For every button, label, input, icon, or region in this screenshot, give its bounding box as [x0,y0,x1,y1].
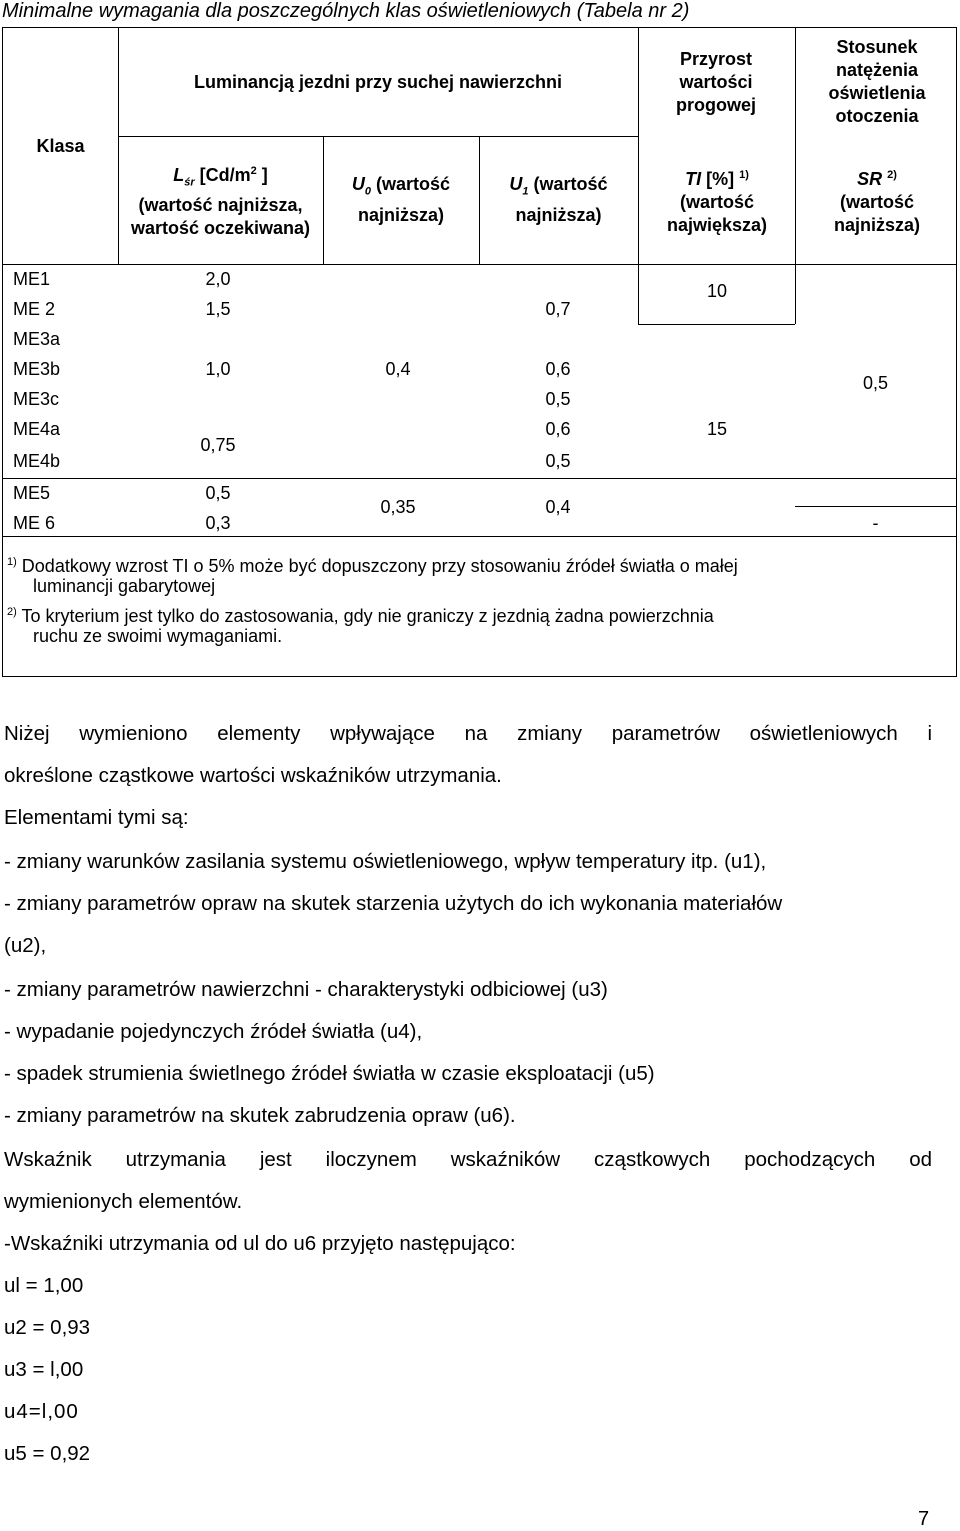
paragraph-intro-line2: określone cząstkowe wartości wskaźników utrzymania. [4,764,502,787]
u1-value: 0,5 [545,451,571,471]
footnote-1: $^{1)}$ Dodatkowy wzrost TI o 5% może być dopuszczony przy stosowaniu źródeł światła o małej [7,556,738,576]
header-sr: SR $^{2)}$ (wartość najniższa) [833,168,921,235]
lighting-requirements-table [2,27,957,677]
lsr-value: 0,5 [205,483,231,503]
paragraph-elements: Elementami tymi są: [4,806,189,829]
u1-value: 0,7 [545,299,571,319]
ti-value: 10 [706,281,728,301]
footnote-2-continuation: ruchu ze swoimi wymaganiami. [33,626,283,646]
list-item: - wypadanie pojedynczych źródeł światła (u4), [4,1020,423,1043]
factor-value: ul = 1,00 [4,1274,84,1297]
class-label: ME3c [13,389,60,409]
sr-value: 0,5 [862,373,889,393]
paragraph-intro: Niżej wymieniono elementy wpływające na zmiany parametrów oświetleniowych i [4,722,932,745]
header-ti: TI [%] $^{1)}$ (wartość największa) [666,168,768,235]
header-luminance-group: Luminancją jezdni przy suchej nawierzchni [193,71,563,92]
header-u0: $U_0$ (wartość najniższa) [351,174,451,225]
ti-value: 15 [706,419,728,439]
list-item: - zmiany parametrów opraw na skutek starzenia użytych do ich wykonania materiałów [4,892,783,915]
factor-value: u3 = l,00 [4,1358,84,1381]
footnote-2: $^{2)}$ To kryterium jest tylko do zastosowania, gdy nie graniczy z jezdnią żadna powierzchnia [7,606,714,626]
list-item: - zmiany parametrów na skutek zabrudzenia opraw (u6). [4,1104,516,1127]
factor-value: u4=l,00 [4,1400,79,1423]
lsr-value: 0,75 [200,435,236,455]
header-u1: $U_1$ (wartość najniższa) [509,174,608,225]
sr-value: - [872,513,879,533]
paragraph-maintenance-line2: wymienionych elementów. [4,1190,243,1213]
header-sr-group: Stosunek natężenia oświetlenia otoczenia [828,37,926,126]
paragraph-maintenance: Wskaźnik utrzymania jest iloczynem wskaźników cząstkowych pochodzących od [4,1148,932,1171]
factor-value: u2 = 0,93 [4,1316,91,1339]
u1-value: 0,6 [545,419,571,439]
class-label: ME 6 [13,513,56,533]
list-item: (u2), [4,934,47,957]
class-label: ME4a [13,419,61,439]
paragraph-values-intro: -Wskaźniki utrzymania od ul do u6 przyjęto następująco: [4,1232,516,1255]
page-number: 7 [918,1508,930,1530]
list-item: - zmiany warunków zasilania systemu oświetleniowego, wpływ temperatury itp. (u1), [4,850,767,873]
lsr-value: 1,0 [205,359,231,379]
class-label: ME4b [13,451,61,471]
factor-value: u5 = 0,92 [4,1442,91,1465]
u1-value: 0,5 [545,389,571,409]
list-item: - spadek strumienia świetlnego źródeł światła w czasie eksploatacji (u5) [4,1062,655,1085]
u1-value: 0,4 [545,497,571,517]
u1-value: 0,6 [545,359,571,379]
lsr-value: 0,3 [205,513,231,533]
lsr-value: 1,5 [205,299,231,319]
class-label: ME1 [13,269,51,289]
lsr-value: 2,0 [205,269,231,289]
class-label: ME 2 [13,299,56,319]
u0-value: 0,35 [380,497,416,517]
class-label: ME5 [13,483,51,503]
header-ti-group: Przyrost wartości progowej [676,48,756,115]
header-lsr: $L_{śr}$ [$Cd/m^2$ ] (wartość najniższa, wartość oczekiwana) [130,164,311,239]
header-klasa: Klasa [36,135,85,156]
u0-value: 0,4 [385,359,411,379]
footnote-1-continuation: luminancji gabarytowej [33,576,216,596]
table-caption: Minimalne wymagania dla poszczególnych klas oświetleniowych (Tabela nr 2) [2,0,690,22]
class-label: ME3b [13,359,61,379]
list-item: - zmiany parametrów nawierzchni - charakterystyki odbiciowej (u3) [4,978,608,1001]
class-label: ME3a [13,329,61,349]
